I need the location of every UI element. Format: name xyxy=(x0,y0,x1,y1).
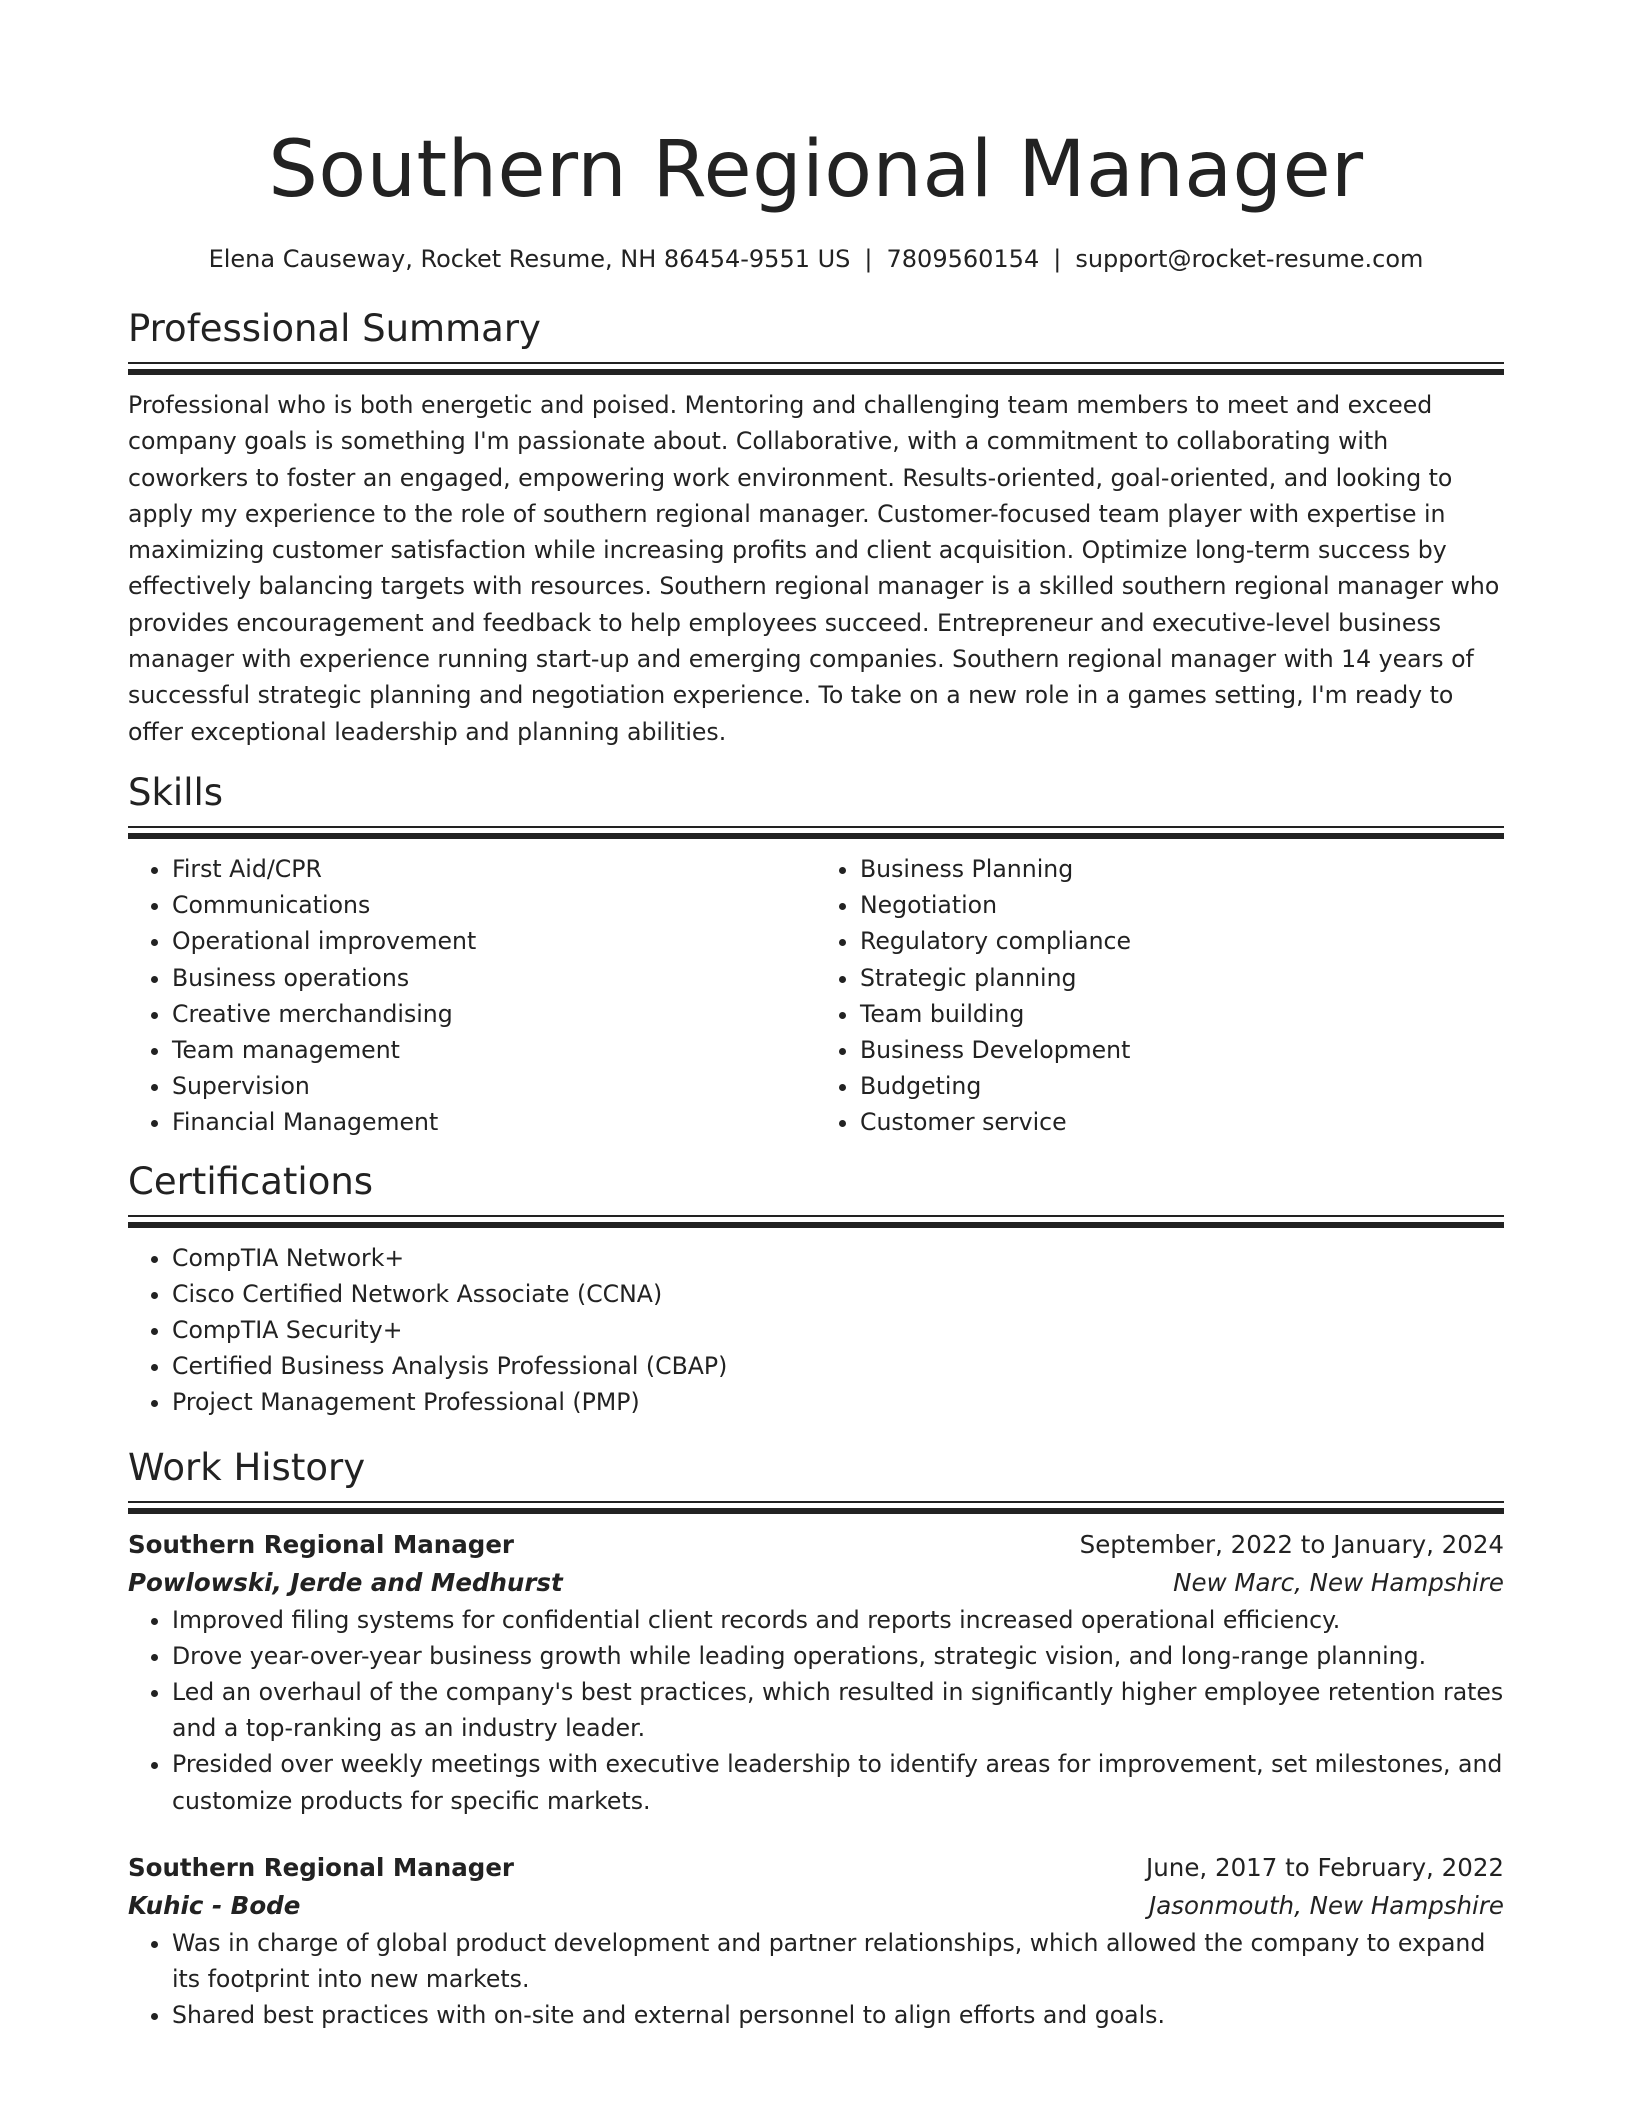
job-bullet: • Led an overhaul of the company's best practices, which resulted in significantly higher employee retention rates and a top-ranking as an industry leader. xyxy=(172,1674,1504,1746)
skill-item: • Customer service xyxy=(860,1104,1504,1140)
work-history-section xyxy=(128,1445,1504,2034)
certification-item: • Project Management Professional (PMP) xyxy=(172,1384,1504,1420)
skills-section xyxy=(128,770,1504,1141)
job-location: Jasonmouth, New Hampshire xyxy=(1149,1890,1504,1920)
job-title: Southern Regional Manager xyxy=(128,1852,515,1882)
contact-address: Elena Causeway, Rocket Resume, NH 86454-9551 US xyxy=(208,245,851,273)
summary-section xyxy=(128,306,1504,750)
contact-email: support@rocket-resume.com xyxy=(1075,245,1424,273)
section-divider xyxy=(128,826,1504,839)
resume-name-title: Southern Regional Manager xyxy=(268,125,1364,215)
skills-right-column xyxy=(816,851,1504,1141)
certification-item: • CompTIA Security+ xyxy=(172,1312,1504,1348)
job-subheader xyxy=(128,1887,1504,1925)
skills-heading: Skills xyxy=(128,770,224,814)
skill-item: • Regulatory compliance xyxy=(860,923,1504,959)
certification-item: • CompTIA Network+ xyxy=(172,1240,1504,1276)
job-subheader xyxy=(128,1564,1504,1602)
section-divider xyxy=(128,1215,1504,1228)
skill-item: • Team management xyxy=(172,1032,816,1068)
job-location: New Marc, New Hampshire xyxy=(1173,1567,1504,1597)
job-bullets xyxy=(128,1925,1504,2034)
skill-item: • Team building xyxy=(860,996,1504,1032)
certification-item: • Certified Business Analysis Professional (CBAP) xyxy=(172,1348,1504,1384)
skills-left-column xyxy=(128,851,816,1141)
job-bullet: • Improved filing systems for confidential client records and reports increased operational efficiency. xyxy=(172,1602,1504,1638)
job-title: Southern Regional Manager xyxy=(128,1529,515,1559)
job-bullet: • Drove year-over-year business growth while leading operations, strategic vision, and long-range planning. xyxy=(172,1638,1504,1674)
job-header xyxy=(128,1526,1504,1564)
job-entry xyxy=(128,1526,1504,1819)
job-bullet: • Was in charge of global product development and partner relationships, which allowed the company to expand its footprint into new markets. xyxy=(172,1925,1504,1997)
skill-item: • Negotiation xyxy=(860,887,1504,923)
skill-item: • Business Planning xyxy=(860,851,1504,887)
skill-item: • Communications xyxy=(172,887,816,923)
skill-item: • Business Development xyxy=(860,1032,1504,1068)
contact-line xyxy=(128,242,1504,276)
skill-item: • First Aid/CPR xyxy=(172,851,816,887)
contact-phone: 7809560154 xyxy=(886,245,1040,273)
certification-item: • Cisco Certified Network Associate (CCNA) xyxy=(172,1276,1504,1312)
job-bullet: • Presided over weekly meetings with executive leadership to identify areas for improvement, set milestones, and customize products for specific markets. xyxy=(172,1746,1504,1818)
certifications-heading: Certifications xyxy=(128,1159,374,1203)
job-dates: June, 2017 to February, 2022 xyxy=(1146,1852,1504,1882)
section-divider xyxy=(128,362,1504,375)
job-bullet: • Shared best practices with on-site and external personnel to align efforts and goals. xyxy=(172,1997,1504,2033)
section-divider xyxy=(128,1501,1504,1514)
skill-item: • Financial Management xyxy=(172,1104,816,1140)
skill-item: • Operational improvement xyxy=(172,923,816,959)
job-dates: September, 2022 to January, 2024 xyxy=(1079,1529,1504,1559)
job-bullets xyxy=(128,1602,1504,1819)
skill-item: • Supervision xyxy=(172,1068,816,1104)
work-history-heading: Work History xyxy=(128,1445,366,1489)
job-company: Kuhic - Bode xyxy=(128,1890,301,1920)
job-company: Powlowski, Jerde and Medhurst xyxy=(128,1567,563,1597)
skill-item: • Strategic planning xyxy=(860,960,1504,996)
skills-columns xyxy=(128,851,1504,1141)
job-entry xyxy=(128,1849,1504,2034)
summary-text: Professional who is both energetic and poised. Mentoring and challenging team members to meet and exceed company goals is something I'm passionate about. Collaborative, with a commitment to collaborating with coworkers to foster an engaged, empowering work environment. Results-oriented, goal-oriented, and looking to apply my experience to the role of southern regional manager. Customer-focused team player with expertise in maximizing customer satisfaction while increasing profits and client acquisition. Optimize long-term success by effectively balancing targets with resources. Southern regional manager is a skilled southern regional manager who provides encouragement and feedback to help employees succeed. Entrepreneur and executive-level business manager with experience running start-up and emerging companies. Southern regional manager with 14 years of successful strategic planning and negotiation experience. To take on a new role in a games setting, I'm ready to offer exceptional leadership and planning abilities. xyxy=(128,391,1500,746)
summary-heading: Professional Summary xyxy=(128,307,541,350)
contact-separator: | xyxy=(1053,245,1062,273)
contact-separator: | xyxy=(864,245,873,273)
job-header xyxy=(128,1849,1504,1887)
certifications-section xyxy=(128,1159,1504,1421)
skill-item: • Business operations xyxy=(172,960,816,996)
skill-item: • Creative merchandising xyxy=(172,996,816,1032)
skill-item: • Budgeting xyxy=(860,1068,1504,1104)
